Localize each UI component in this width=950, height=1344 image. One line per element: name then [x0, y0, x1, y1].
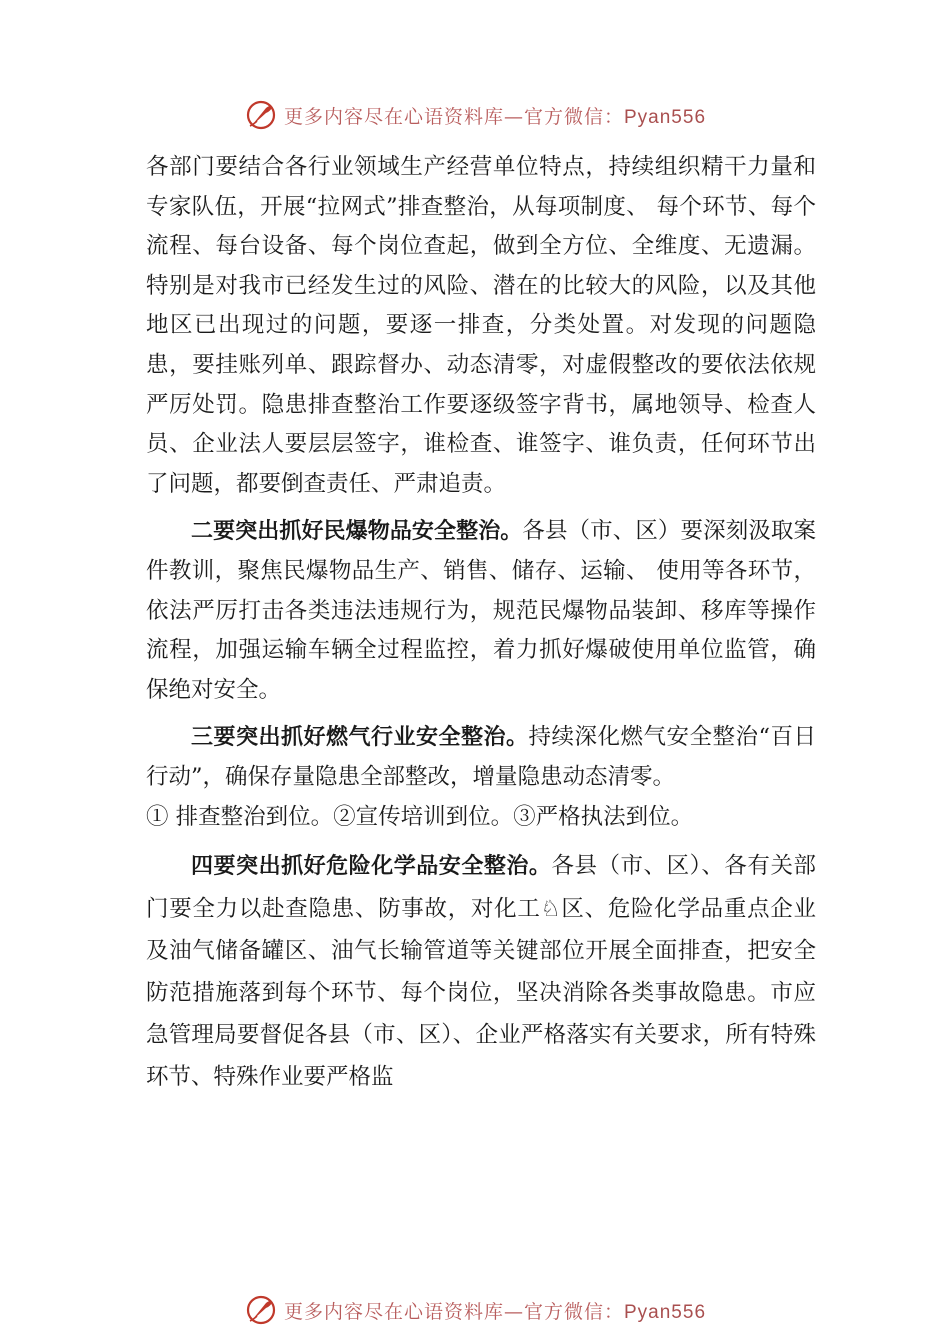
header-wechat-id: Pyan556 [624, 106, 707, 128]
footer-text [284, 1297, 706, 1324]
paragraph-4-text: 各县（市、区）、各有关部门要全力以赴查隐患、防事故，对化工♘区、危险化学品重点企业及油气储备罐区、油气长输管道等关键部位开展全面排查，把安全防范措施落到每个环节、每个岗位，坚决消除各类事故隐患。市应急管理局要督促各县（市、区）、企业严格落实有关要求，所有特殊环节、特殊作业要严格监 [146, 853, 816, 1091]
paragraph-1: 各部门要结合各行业领域生产经营单位特点，持续组织精干力量和专家队伍，开展“拉网式”排查整治，从每项制度、 每个环节、每个流程、每台设备、每个岗位查起，做到全方位、全维度、无遗漏。特别是对我市已经发生过的风险、潜在的比较大的风险，以及其他地区已出现过的问题，要逐一排查，分类处置。对发现的问题隐患，要挂账列单、跟踪督办、动态清零，对虚假整改的要依法依规严厉处罚。隐患排查整治工作要逐级签字背书，属地领导、检查人员、企业法人要层层签字，谁检查、谁签字、谁负责，任何环节出了问题，都要倒查责任、严肃追责。 [146, 154, 816, 497]
footer-wechat-label: 官方微信： [523, 1300, 624, 1323]
footer-banner [0, 1290, 950, 1330]
footer-banner-title: 更多内容尽在心语资料库 [283, 1300, 504, 1323]
document-body [146, 148, 816, 1098]
paragraph-3 [146, 718, 816, 797]
header-text [284, 102, 706, 129]
paragraph-2-text: 各县（市、区）要深刻汲取案件教训，聚焦民爆物品生产、销售、储存、运输、 使用等各环节，依法严厉打击各类违法违规行为，规范民爆物品装卸、移库等操作流程，加强运输车辆全过程监控，着力抓好爆破使用单位监管，确保绝对安全。 [146, 518, 816, 703]
header-separator: — [503, 105, 524, 128]
paragraph-3-list: ① 排查整治到位。②宣传培训到位。③严格执法到位。 [146, 803, 694, 830]
paragraph-2-heading: 二要突出抓好民爆物品安全整治。 [191, 519, 523, 545]
paragraph-3-heading: 三要突出抓好燃气行业安全整治。 [191, 725, 529, 751]
paragraph-3-text: 持续深化燃气安全整治“百日行动”，确保存量隐患全部整改，增量隐患动态清零。 [146, 724, 816, 790]
quill-logo-icon [244, 1293, 278, 1327]
header-banner-title: 更多内容尽在心语资料库 [283, 105, 504, 128]
header-wechat-label: 官方微信： [523, 105, 624, 128]
footer-separator: — [503, 1300, 524, 1323]
footer-wechat-id: Pyan556 [624, 1301, 707, 1323]
header-banner [0, 95, 950, 135]
paragraph-4 [146, 845, 816, 1098]
paragraph-4-heading: 四要突出抓好危险化学品安全整治。 [191, 854, 552, 880]
paragraph-2 [146, 512, 816, 710]
quill-logo-icon [244, 98, 278, 132]
